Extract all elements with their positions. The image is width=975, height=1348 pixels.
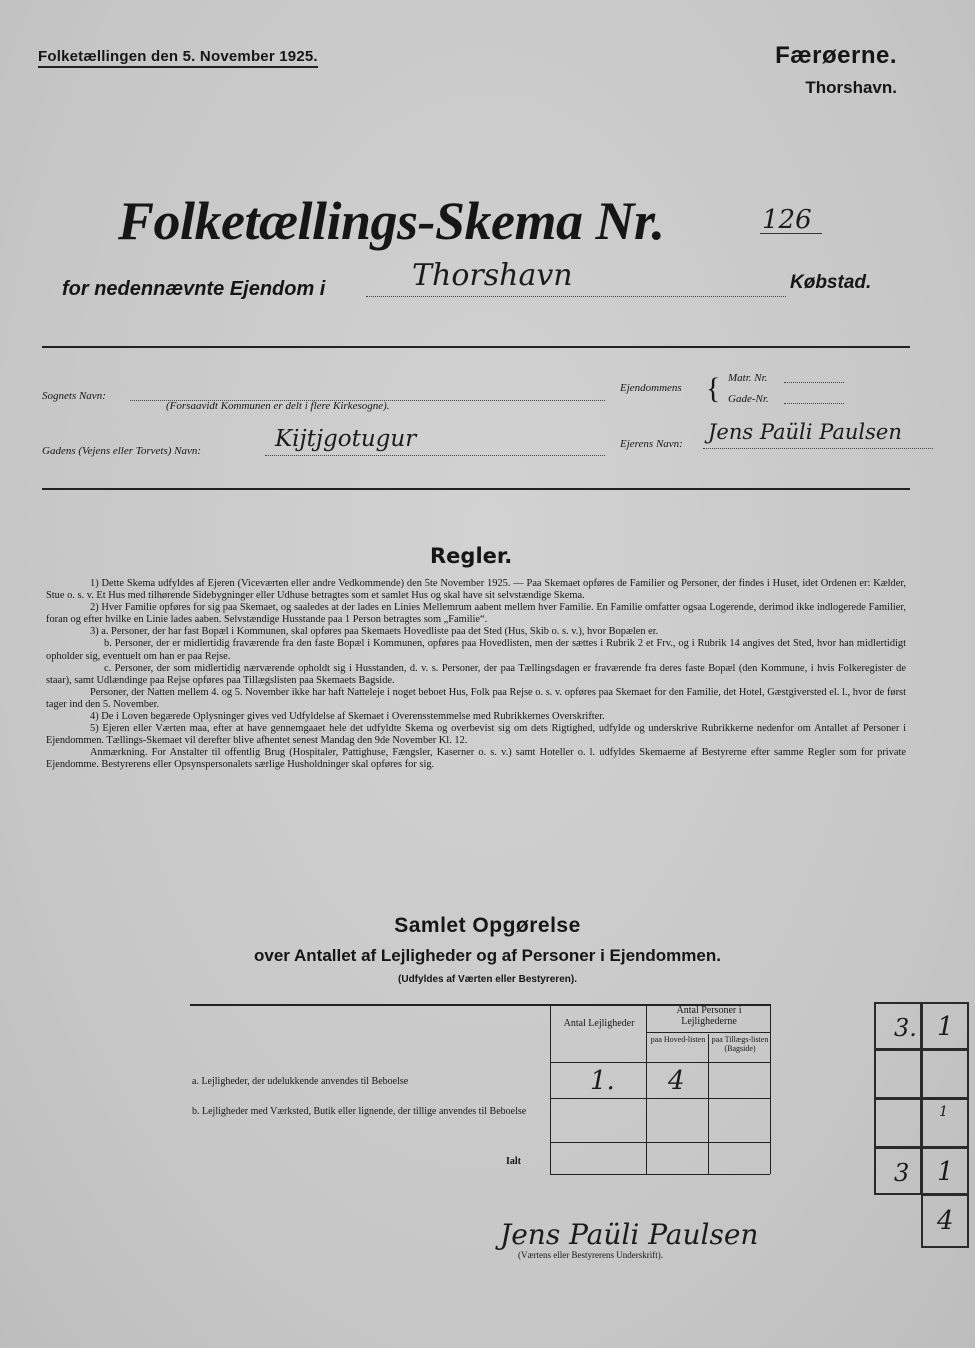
rule-3a: 3) a. Personer, der har fast Bopæl i Kommunen, skal opføres paa Skemaets Hovedliste paa det Sted (Hus, Skib o. s. v.), hvor Bopælen er. [90, 626, 659, 638]
signature-label: (Værtens eller Bestyrerens Underskrift). [518, 1250, 663, 1260]
header-persons: Antal Personer i Lejlighederne [676, 1005, 742, 1027]
summary-subheader-rule [646, 1032, 770, 1033]
tally-value-r3c2: 1 [939, 1104, 948, 1120]
place-handwritten: Thorshavn [412, 258, 573, 293]
summary-col-divider-4 [770, 1004, 771, 1174]
census-date-header: Folketællingen den 5. November 1925. [38, 48, 318, 68]
rule-remark: Anmærkning. For Anstalter til offentlig Brug (Hospitaler, Pattighuse, Fængsler, Kaserner o. s. v.) samt Hoteller o. l. udfyldes Skemaerne af Bestyrerne efter samme Regler som for private Ejendomme. Bestyrerens eller Opsynspersonalets særlige Husholdninger skal opføres for sig. [46, 747, 906, 771]
tally-cell-r2c1 [874, 1049, 922, 1099]
total-label: Ialt [506, 1156, 521, 1167]
owner-handwritten: Jens Paüli Paulsen [708, 420, 902, 444]
summary-row-rule-2 [550, 1142, 770, 1143]
tally-value-r4c2: 1 [937, 1157, 954, 1187]
property-label: Ejendommens [620, 382, 682, 394]
divider-top [42, 346, 910, 348]
rule-1: 1) Dette Skema udfyldes af Ejeren (Viceværten eller andre Vedkommende) den 5te November 1925. — Paa Skemaet opføres de Familier og Personer, der findes i Huset, idet Ordenen er: Kælder, Stue o. s. v. Et Hus med tilhørende Sidebygninger eller Udhuse betragtes som et samlet Hus og skal have sit selvstændige Skema. [46, 578, 906, 602]
tally-cell-r1c1 [874, 1002, 922, 1050]
rule-4: 4) De i Loven begærede Oplysninger gives ved Udfyldelse af Skemaet i Overensstemmelse med Rubrikkernes Overskrifter. [90, 711, 605, 723]
owner-label: Ejerens Navn: [620, 438, 683, 450]
rule-3b: b. Personer, der er midlertidig fraværende fra den faste Bopæl i Kommunen, opføres paa Hovedlisten, men der sættes i Rubrik 2 et Frv., og i Rubrik 14 angives det Sted, hvor han midlertidigt opholder sig, eventuelt om han er paa Rejse. [46, 638, 906, 662]
row-a-label: a. Lejligheder, der udelukkende anvendes til Beboelse [192, 1076, 409, 1087]
parish-label: Sognets Navn: [42, 390, 106, 402]
tally-cell-r2c2 [921, 1049, 969, 1099]
street-line [265, 455, 605, 456]
house-number-label: Gade-Nr. [728, 393, 769, 405]
tally-cell-r3c2 [921, 1098, 969, 1148]
row-b-label: b. Lejligheder med Værksted, Butik eller lignende, der tillige anvendes til Beboelse [192, 1106, 527, 1117]
form-number-line [760, 233, 822, 234]
property-subtitle: for nedennævnte Ejendom i [62, 278, 326, 300]
matr-line [784, 382, 844, 383]
summary-title: Samlet Opgørelse [394, 914, 581, 937]
signature-handwritten: Jens Paüli Paulsen [500, 1218, 759, 1251]
tally-cell-r5c2 [921, 1194, 969, 1248]
summary-col-divider-1 [550, 1004, 551, 1174]
tally-cell-r3c1 [874, 1098, 922, 1148]
owner-line [703, 448, 933, 449]
form-title: Folketællings-Skema Nr. [118, 191, 665, 251]
form-number-handwritten: 126 [762, 205, 812, 235]
rule-3-note: Personer, der Natten mellem 4. og 5. November ikke har haft Natteleje i noget beboet Hus, Folk paa Rejse o. s. v. opføres paa Skemaet for den Familie, det Hotel, Gæstgiversted el. l., hvor de først tager ind den 5. November. [46, 686, 906, 710]
tally-cell-r4c1 [874, 1147, 922, 1195]
street-handwritten: Kijtjgotugur [275, 426, 417, 452]
rule-2: 2) Hver Familie opføres for sig paa Skemaet, og saaledes at der lades en Linies Mellemrum aabent mellem hver Familie. En Familie omfatter ogsaa Logerende, derimod ikke indlogerede Familier, foran og efter hvilke en Linie lades aaben. Selvstændige Husstande paa 1 Person betragtes som „Familie“. [46, 602, 906, 626]
town-name: Thorshavn. [805, 78, 897, 97]
header-supplement-list: paa Tillægs-listen (Bagside) [711, 1035, 769, 1053]
rules-title: Regler. [430, 544, 513, 568]
street-label: Gadens (Vejens eller Torvets) Navn: [42, 445, 202, 457]
tally-cell-r1c2 [921, 1002, 969, 1050]
place-line [366, 296, 786, 297]
tally-cell-r4c2 [921, 1147, 969, 1195]
tally-value-r1c1: 3. [894, 1014, 917, 1042]
summary-note: (Udfyldes af Værten eller Bestyreren). [398, 974, 577, 985]
town-type-label: Købstad. [790, 272, 872, 293]
tally-value-r1c2: 1 [937, 1012, 954, 1042]
summary-header-rule [550, 1062, 770, 1063]
tally-value-r5c2: 4 [937, 1206, 954, 1236]
summary-col-divider-2 [646, 1004, 647, 1174]
divider-bottom [42, 488, 910, 490]
summary-bottom-rule [550, 1174, 770, 1175]
header-main-list: paa Hoved-listen [650, 1035, 706, 1044]
summary-subtitle: over Antallet af Lejligheder og af Personer i Ejendommen. [254, 946, 721, 965]
rules-body [46, 578, 906, 772]
row-a-apartments-value: 1. [590, 1066, 615, 1096]
region-title: Færøerne. [775, 42, 897, 69]
rule-5: 5) Ejeren eller Værten maa, efter at have gennemgaaet hele det udfyldte Skema og overbevist sig om dets Rigtighed, udfylde og underskrive Rubrikkerne nedenfor om Antallet af Personer i Ejendommen. Tællings-Skemaet vil derefter blive afhentet senest Mandag den 9de November Kl. 12. [46, 723, 906, 747]
header-apartments: Antal Lejligheder [563, 1018, 635, 1029]
rule-3c: c. Personer, der som midlertidig nærværende opholdt sig i Husstanden, d. v. s. Personer, der paa Tællingsdagen er fraværende fra deres faste Bopæl (den Kommune, i hvis Folkeregister de staar), samt Udlændinge paa Rejse opføres paa Tillægslisten paa Skemaets Bagside. [46, 662, 906, 686]
brace-icon: { [706, 372, 721, 405]
house-number-line [784, 403, 844, 404]
matr-label: Matr. Nr. [728, 372, 768, 384]
parish-note: (Forsaavidt Kommunen er delt i flere Kirkesogne). [166, 400, 390, 412]
row-a-persons-value: 4 [668, 1066, 685, 1096]
summary-col-divider-3 [708, 1034, 709, 1174]
tally-value-r4c1: 3 [894, 1159, 910, 1187]
summary-row-rule-1 [550, 1098, 770, 1099]
